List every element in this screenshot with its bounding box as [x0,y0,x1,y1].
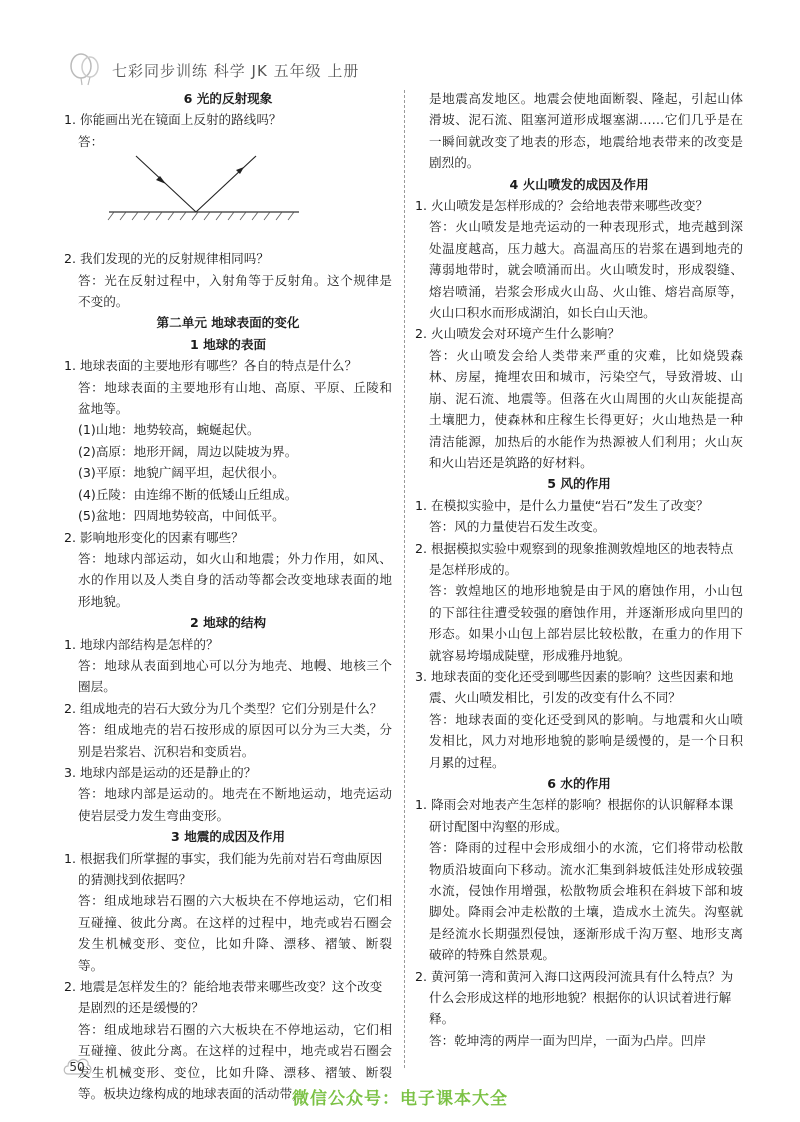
answer: 答：地球内部运动，如火山和地震；外力作用，如风、水的作用以及人类自身的活动等都会改变地球表面的地形地貌。 [78,550,392,609]
question: 1. 你能画出光在镜面上反射的路线吗？ [64,112,282,128]
header-text: 七彩同步训练 科学 JK 五年级 上册 [112,61,360,80]
answer-continued: 是地震高发地区。地震会使地面断裂、隆起，引起山体滑坡、泥石流、阻塞河道形成堰塞湖……它们几乎是在一瞬间就改变了地表的形态，地震给地表带来的改变是剧烈的。 [429,91,743,171]
page-number-badge [62,1054,92,1082]
answer: 答：光在反射过程中，入射角等于反射角。这个规律是不变的。 [78,272,392,310]
question: 1. 地球内部结构是怎样的？ [64,636,219,652]
reflected-ray [196,156,256,212]
balloon-logo-icon [68,53,102,87]
page-number: 50 [69,1060,85,1074]
question: 2. 地震是怎样发生的？能给地表带来哪些改变？这个改变是剧烈的还是缓慢的？ [64,979,383,1016]
answer-item: (4)丘陵：由连绵不断的低矮山丘组成。 [78,486,298,502]
answer: 答：地球表面的变化还受到风的影响。与地震和火山喷发相比，风力对地形地貌的影响是缓慢的，是一个日积月累的过程。 [429,711,743,770]
answer: 答：降雨的过程中会形成细小的水流，它们将带动松散物质沿坡面向下移动。流水汇集到斜坡低洼处形成较强水流，侵蚀作用增强，松散物质会堆积在斜坡下部和坡脚处。降雨会冲走松散的土壤，造成水土流失。沟壑就是经流水长期强烈侵蚀，逐渐形成千沟万壑、地形支离破碎的特殊自然景观。 [429,840,743,963]
question: 2. 黄河第一湾和黄河入海口这两段河流具有什么特点？为什么会形成这样的地形地貌？根据你的认识试着进行解释。 [415,968,734,1027]
left-column [64,88,392,1104]
question: 2. 根据模拟实验中观察到的现象推测敦煌地区的地表特点是怎样形成的。 [415,540,734,577]
answer: 答：组成地球岩石圈的六大板块在不停地运动，它们相互碰撞、彼此分离。在这样的过程中，地壳或岩石圈会发生机械变形、变位，比如升降、漂移、褶皱、断裂等。板块边缘构成的地球表面的活动带， [78,1021,392,1102]
answer-item: (2)高原：地形开阔，周边以陡坡为界。 [78,443,298,459]
lesson-title: 3 地震的成因及作用 [171,829,285,845]
question: 2. 我们发现的光的反射规律相同吗？ [64,251,269,267]
question: 3. 地球内部是运动的还是静止的？ [64,764,257,780]
lesson-title: 6 光的反射现象 [183,91,273,106]
footer-watermark: 微信公众号：电子课本大全 [292,1089,508,1109]
answer: 答：地球从表面到地心可以分为地壳、地幔、地核三个圈层。 [78,657,392,695]
lesson-title: 1 地球的表面 [189,336,267,352]
column-divider [404,90,405,1068]
answer: 答：敦煌地区的地形地貌是由于风的磨蚀作用，小山包的下部往往遭受较强的磨蚀作用，并逐渐形成向里凹的形态。如果小山包上部岩层比较松散，在重力的作用下就容易垮塌成陡壁，形成雅丹地貌。 [429,583,743,663]
lesson-title: 4 火山喷发的成因及作用 [509,176,649,192]
page-header [68,50,359,90]
answer: 答：地球内部是运动的。地壳在不断地运动，地壳运动使岩层受力发生弯曲变形。 [78,786,392,823]
question: 2. 火山喷发会对环境产生什么影响？ [415,326,620,342]
answer: 答： [78,133,104,149]
lesson-title: 2 地球的结构 [189,615,267,631]
reflection-diagram [64,152,392,248]
lesson-title: 6 水的作用 [547,776,611,791]
question: 1. 地球表面的主要地形有哪些？各自的特点是什么？ [64,358,358,374]
answer-item: (3)平原：地貌广阔平坦，起伏很小。 [78,465,285,481]
incident-arrow-icon [156,176,166,184]
right-column [415,88,743,1051]
question: 2. 影响地形变化的因素有哪些？ [64,529,244,545]
answer: 答：乾坤湾的两岸一面为凹岸，一面为凸岸。凹岸 [429,1032,707,1048]
question: 1. 在模拟实验中，是什么力量使“岩石”发生了改变？ [415,497,709,513]
question: 1. 降雨会对地表产生怎样的影响？根据你的认识解释本课研讨配图中沟壑的形成。 [415,797,734,834]
answer: 答：火山喷发是地壳运动的一种表现形式，地壳越到深处温度越高，压力越大。高温高压的岩浆在遇到地壳的薄弱地带时，就会喷涌而出。火山喷发时，形成裂缝、熔岩喷涌，岩浆会形成火山岛、火山锥、熔岩高原等，火山口积水而形成湖泊，如长白山天池。 [429,219,743,321]
unit-title: 第二单元 地球表面的变化 [156,315,300,331]
mirror-hatching [108,212,294,220]
answer: 答：组成地壳的岩石按形成的原因可以分为三大类，分别是岩浆岩、沉积岩和变质岩。 [78,722,392,759]
question: 3. 地球表面的变化还受到哪些因素的影响？这些因素和地震、火山喷发相比，引发的改变有什么不同？ [415,668,734,706]
question: 1. 根据我们所掌握的事实，我们能为先前对岩石弯曲原因的猜测找到依据吗？ [64,850,383,887]
answer: 答：火山喷发会给人类带来严重的灾难，比如烧毁森林、房屋，掩埋农田和城市，污染空气，导致滑坡、山崩、泥石流、地震等。但落在火山周围的火山灰能提高土壤肥力，使森林和庄稼生长得更好；火山地热是一种清洁能源，加热后的水能作为热源被人们利用；火山灰和火山岩还是筑路的好材料。 [429,347,743,470]
answer: 答：风的力量使岩石发生改变。 [429,519,606,535]
question: 1. 火山喷发是怎样形成的？会给地表带来哪些改变？ [415,198,709,214]
answer: 答：组成地球岩石圈的六大板块在不停地运动，它们相互碰撞、彼此分离。在这样的过程中，地壳或岩石圈会发生机械变形、变位，比如升降、漂移、褶皱、断裂等。 [78,893,392,973]
answer-item: (5)盆地：四周地势较高，中间低平。 [78,508,285,524]
answer-item: (1)山地：地势较高，蜿蜒起伏。 [78,422,260,438]
lesson-title: 5 风的作用 [547,476,611,492]
mirror-reflection-figure [104,152,304,222]
answer: 答：地球表面的主要地形有山地、高原、平原、丘陵和盆地等。 [78,379,392,417]
question: 2. 组成地壳的岩石大致分为几个类型？它们分别是什么？ [64,700,383,716]
